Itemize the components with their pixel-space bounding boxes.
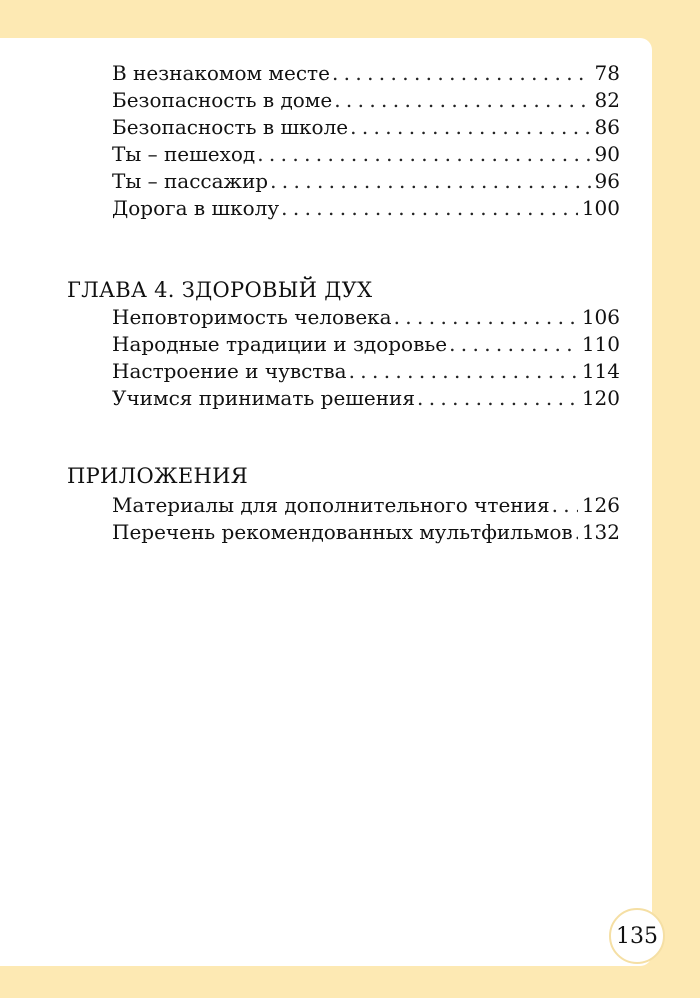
toc-entry-title: Ты – пешеход	[112, 142, 256, 166]
toc-entry-title: Ты – пассажир	[112, 169, 269, 193]
toc-entry-page: 90	[594, 142, 620, 166]
toc-entry-title: Настроение и чувства	[112, 359, 347, 383]
toc-entry-page: 132	[581, 520, 620, 544]
toc-entry-page: 120	[581, 386, 620, 410]
toc-entry-page: 110	[581, 332, 620, 356]
toc-entry-page: 78	[594, 61, 620, 85]
dot-leader	[552, 492, 578, 519]
dot-leader	[349, 358, 578, 385]
toc-entry-title: Материалы для дополнительного чтения	[112, 493, 550, 517]
toc-entry[interactable]	[112, 519, 620, 546]
toc-entry[interactable]	[112, 168, 620, 195]
toc-entry[interactable]	[112, 492, 620, 519]
toc-entry-page: 86	[594, 115, 620, 139]
toc-entry[interactable]	[112, 385, 620, 412]
appendix-heading: ПРИЛОЖЕНИЯ	[67, 464, 249, 488]
dot-leader	[270, 168, 590, 195]
page-number: 135	[616, 923, 658, 949]
toc-entry-page: 100	[581, 196, 620, 220]
toc-entry[interactable]	[112, 114, 620, 141]
dot-leader	[257, 141, 590, 168]
chapter-heading: ГЛАВА 4. ЗДОРОВЫЙ ДУХ	[67, 278, 373, 302]
toc-entry-title: Безопасность в школе	[112, 115, 349, 139]
toc-entry-title: Безопасность в доме	[112, 88, 333, 112]
toc-entry-title: Неповторимость человека	[112, 305, 392, 329]
dot-leader	[334, 87, 590, 114]
toc-entry[interactable]	[112, 358, 620, 385]
toc-entry-page: 82	[594, 88, 620, 112]
toc-entry[interactable]	[112, 195, 620, 222]
dot-leader	[417, 385, 578, 412]
toc-entry-page: 126	[581, 493, 620, 517]
toc-entry-title: Народные традиции и здоровье	[112, 332, 448, 356]
toc-entry-page: 114	[581, 359, 620, 383]
toc-entry-page: 96	[594, 169, 620, 193]
toc-entry-title: Перечень рекомендованных мультфильмов	[112, 520, 573, 544]
dot-leader	[281, 195, 578, 222]
dot-leader	[350, 114, 590, 141]
dot-leader	[394, 304, 578, 331]
page-number-badge	[609, 908, 665, 964]
dot-leader	[575, 519, 578, 546]
toc-entry[interactable]	[112, 60, 620, 87]
toc-entry-title: В незнакомом месте	[112, 61, 330, 85]
dot-leader	[332, 60, 591, 87]
toc-entry[interactable]	[112, 331, 620, 358]
toc-entry-page: 106	[581, 305, 620, 329]
toc-entry[interactable]	[112, 141, 620, 168]
toc-entry[interactable]	[112, 87, 620, 114]
toc-entry[interactable]	[112, 304, 620, 331]
dot-leader	[449, 331, 578, 358]
toc-entry-title: Дорога в школу	[112, 196, 280, 220]
toc-entry-title: Учимся принимать решения	[112, 386, 415, 410]
